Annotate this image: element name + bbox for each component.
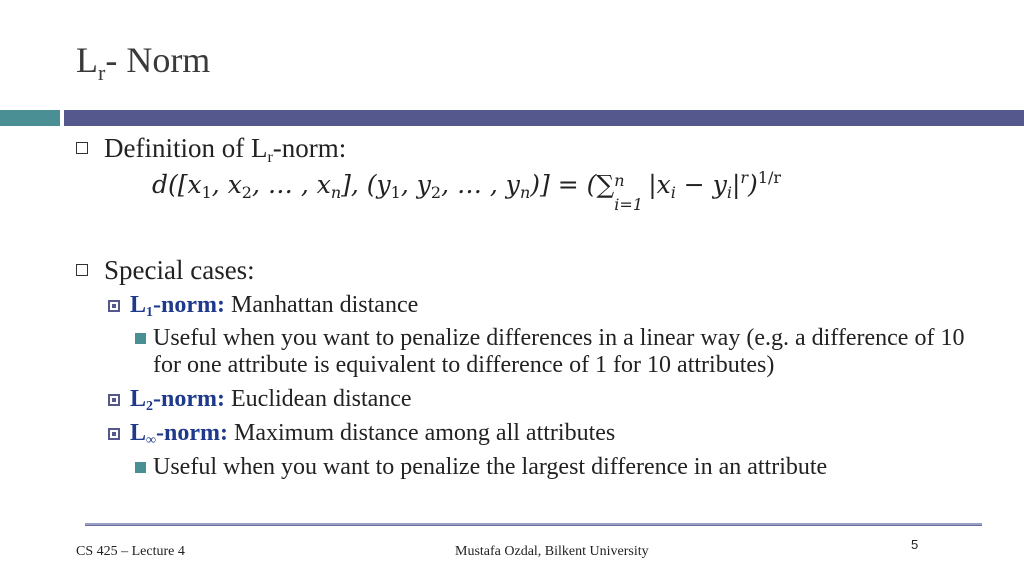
- l1-norm-item: $L_1$-norm: Manhattan distance: [130, 292, 419, 320]
- linf-norm-item: $L_\infty$-norm: Maximum distance among all attributes: [130, 420, 616, 448]
- footer-author: Mustafa Ozdal, Bilkent University: [455, 544, 649, 559]
- header-band-purple: [64, 110, 1024, 126]
- square-subbullet-icon: [108, 428, 120, 440]
- square-bullet-icon: [76, 142, 88, 154]
- square-subbullet-icon: [108, 394, 120, 406]
- footer-course: CS 425 – Lecture 4: [76, 544, 185, 559]
- l1-norm-detail: Useful when you want to penalize differences in a linear way (e.g. a difference of 10 for one attribute is equivalent to difference of 1 for 10 attributes): [153, 325, 965, 378]
- definition-heading: Definition of $L_r$-norm:: [104, 133, 347, 166]
- square-bullet-icon: [76, 264, 88, 276]
- page-number: 5: [911, 537, 919, 552]
- slide-title: $L_r-$ Norm: [76, 40, 211, 85]
- square-subbullet-icon: [108, 300, 120, 312]
- header-band-teal: [0, 110, 60, 126]
- footer-divider: [85, 523, 982, 526]
- special-cases-heading: Special cases:: [104, 255, 255, 285]
- lr-norm-formula: $d([x_1$, $x_2$, … , $x_n$], ($y_1$, $y_2$, … , $y_n$)] = (∑ n i=1 $|x_i - y_i|^r)^{1/r}$: [152, 168, 782, 214]
- linf-norm-detail: Useful when you want to penalize the largest difference in an attribute: [153, 454, 828, 480]
- filled-square-bullet-icon: [135, 333, 146, 344]
- l2-norm-item: $L_2$-norm: Euclidean distance: [130, 386, 412, 414]
- filled-square-bullet-icon: [135, 462, 146, 473]
